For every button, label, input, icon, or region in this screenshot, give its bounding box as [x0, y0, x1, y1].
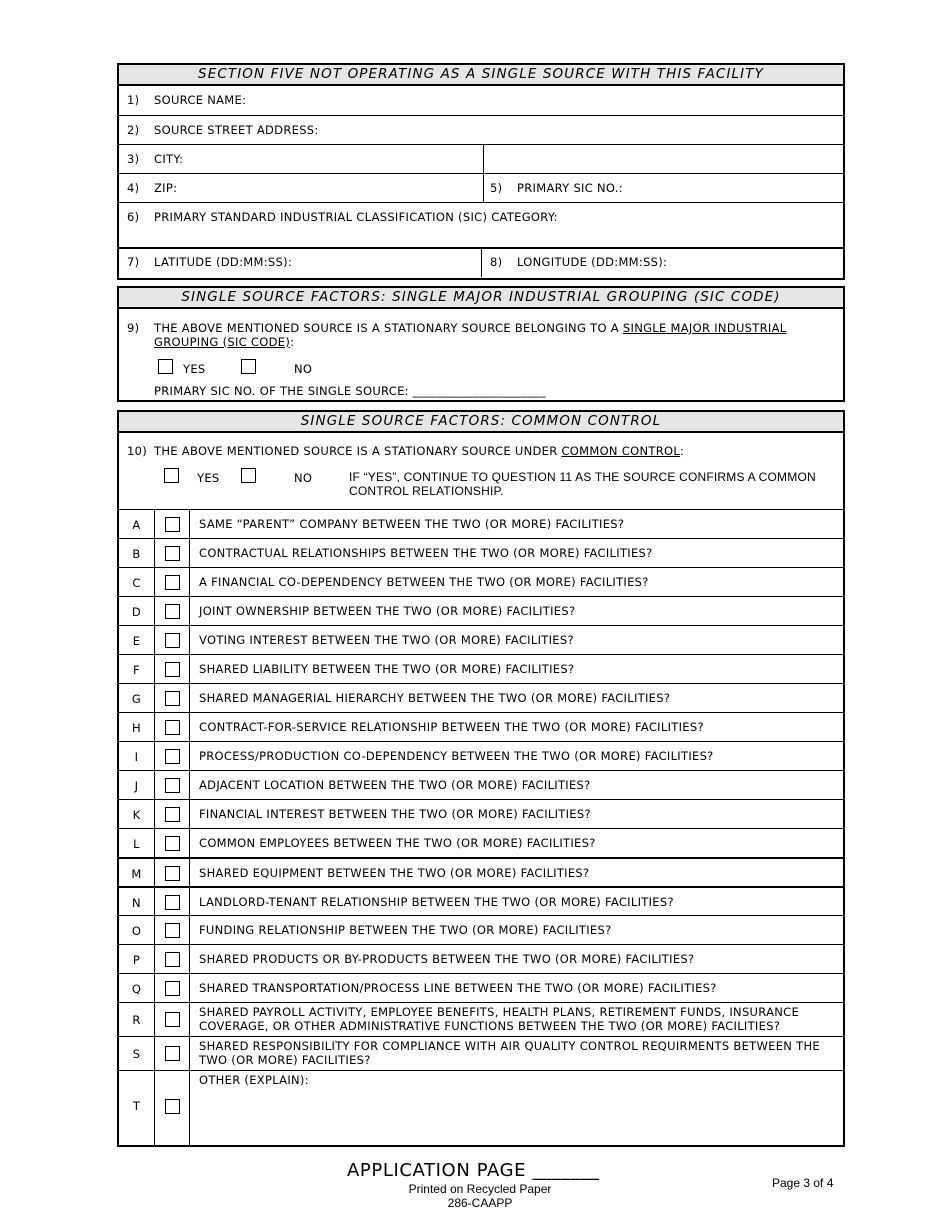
factor-row-f[interactable] — [119, 654, 843, 683]
factor-checkbox-i[interactable] — [165, 749, 180, 764]
source-street-row[interactable] — [119, 115, 843, 144]
column-divider — [154, 568, 155, 596]
factor-letter: Q — [131, 981, 142, 996]
column-divider — [154, 742, 155, 770]
factor-question: SHARED PAYROLL ACTIVITY, EMPLOYEE BENEFITS, HEALTH PLANS, RETIREMENT FUNDS, INSURANCE COVERAGE, OR OTHER ADMINISTRATIVE FUNCTIONS BETWEEN THE TWO (OR MORE) FACILITIES? — [199, 1005, 800, 1033]
common-control-question — [119, 433, 843, 509]
sic-section-title: SINGLE SOURCE FACTORS: SINGLE MAJOR INDUSTRIAL GROUPING (SIC CODE) — [119, 288, 843, 309]
column-divider — [154, 655, 155, 683]
factor-row-d[interactable] — [119, 596, 843, 625]
factor-question: JOINT OWNERSHIP BETWEEN THE TWO (OR MORE) FACILITIES? — [199, 604, 576, 618]
factor-question: SHARED PRODUCTS OR BY-PRODUCTS BETWEEN THE TWO (OR MORE) FACILITIES? — [199, 952, 695, 966]
sic-underlined-2: GROUPING (SIC CODE) — [154, 335, 291, 349]
factor-list — [119, 509, 843, 1145]
column-divider — [154, 539, 155, 567]
application-page-title: APPLICATION PAGE _______ — [347, 1160, 600, 1181]
factor-row-a[interactable] — [119, 509, 843, 538]
control-yes-label: YES — [197, 471, 220, 485]
column-divider — [189, 974, 190, 1002]
column-divider — [154, 510, 155, 538]
column-divider — [189, 1003, 190, 1036]
primary-sic-label: PRIMARY SIC NO.: — [517, 181, 623, 195]
city-label: CITY: — [154, 152, 184, 166]
factor-letter: M — [131, 866, 142, 881]
factor-letter: P — [132, 952, 141, 967]
sic-yes-checkbox[interactable] — [158, 359, 173, 374]
primary-sic-single-source[interactable]: PRIMARY SIC NO. OF THE SINGLE SOURCE: ______________________ — [154, 384, 546, 398]
city-row[interactable] — [119, 144, 843, 173]
factor-checkbox-k[interactable] — [165, 807, 180, 822]
factor-question: CONTRACTUAL RELATIONSHIPS BETWEEN THE TWO (OR MORE) FACILITIES? — [199, 546, 653, 560]
column-divider — [154, 1071, 155, 1145]
control-question-text — [154, 444, 684, 458]
column-divider — [481, 249, 482, 277]
column-divider — [189, 771, 190, 799]
column-divider — [189, 888, 190, 915]
column-divider — [483, 145, 484, 173]
column-divider — [189, 539, 190, 567]
column-divider — [189, 859, 190, 886]
common-control-title: SINGLE SOURCE FACTORS: COMMON CONTROL — [119, 412, 843, 433]
field-num: 7) — [127, 255, 140, 269]
column-divider — [189, 713, 190, 741]
sic-question — [119, 309, 843, 399]
column-divider — [189, 626, 190, 654]
zip-row[interactable] — [119, 173, 843, 202]
factor-question: CONTRACT-FOR-SERVICE RELATIONSHIP BETWEEN THE TWO (OR MORE) FACILITIES? — [199, 720, 704, 734]
factor-question: SHARED RESPONSIBILITY FOR COMPLIANCE WITH AIR QUALITY CONTROL REQUIRMENTS BETWEEN THE TWO (OR MORE) FACILITIES? — [199, 1039, 820, 1067]
factor-question: SHARED MANAGERIAL HIERARCHY BETWEEN THE TWO (OR MORE) FACILITIES? — [199, 691, 671, 705]
column-divider — [154, 771, 155, 799]
section-five — [117, 63, 845, 280]
factor-letter: O — [131, 923, 142, 938]
factor-question: SHARED EQUIPMENT BETWEEN THE TWO (OR MORE) FACILITIES? — [199, 866, 590, 880]
source-name-row[interactable] — [119, 86, 843, 115]
factor-checkbox-h[interactable] — [165, 720, 180, 735]
column-divider — [154, 888, 155, 915]
column-divider — [189, 742, 190, 770]
column-divider — [154, 916, 155, 944]
column-divider — [154, 713, 155, 741]
column-divider — [154, 1003, 155, 1036]
control-question-lead: THE ABOVE MENTIONED SOURCE IS A STATIONARY SOURCE UNDER — [154, 444, 558, 458]
factor-row-s[interactable] — [119, 1036, 843, 1070]
factor-checkbox-r[interactable] — [165, 1012, 180, 1027]
sic-no-checkbox[interactable] — [241, 359, 256, 374]
factor-row-o[interactable] — [119, 915, 843, 944]
factor-row-r[interactable] — [119, 1002, 843, 1036]
factor-row-i[interactable] — [119, 741, 843, 770]
column-divider — [154, 829, 155, 857]
common-control-section — [117, 410, 845, 1147]
printed-note: Printed on Recycled Paper — [408, 1182, 552, 1196]
factor-checkbox-b[interactable] — [165, 546, 180, 561]
column-divider — [189, 597, 190, 625]
factor-checkbox-m[interactable] — [165, 866, 180, 881]
control-note: IF “YES”, CONTINUE TO QUESTION 11 AS THE SOURCE CONFIRMS A COMMON CONTROL RELATIONSHIP. — [349, 470, 816, 498]
factor-checkbox-g[interactable] — [165, 691, 180, 706]
factor-letter: D — [131, 604, 142, 619]
column-divider — [189, 655, 190, 683]
sic-underlined-1: SINGLE MAJOR INDUSTRIAL — [622, 321, 787, 335]
factor-question: COMMON EMPLOYEES BETWEEN THE TWO (OR MORE) FACILITIES? — [199, 836, 596, 850]
factor-letter: R — [132, 1013, 141, 1027]
factor-checkbox-n[interactable] — [165, 895, 180, 910]
column-divider — [483, 174, 484, 202]
field-num: 4) — [127, 181, 140, 195]
column-divider — [154, 597, 155, 625]
field-num: 5) — [490, 181, 503, 195]
column-divider — [189, 800, 190, 828]
factor-checkbox-q[interactable] — [165, 981, 180, 996]
factor-letter: H — [132, 720, 141, 735]
factor-letter: B — [132, 546, 141, 561]
factor-question: VOTING INTEREST BETWEEN THE TWO (OR MORE) FACILITIES? — [199, 633, 574, 647]
sic-no-label: NO — [294, 362, 313, 376]
factor-letter: L — [133, 836, 140, 851]
longitude-label: LONGITUDE (DD:MM:SS): — [517, 255, 668, 269]
factor-letter: I — [134, 749, 139, 764]
factor-question: A FINANCIAL CO-DEPENDENCY BETWEEN THE TWO (OR MORE) FACILITIES? — [199, 575, 649, 589]
factor-row-k[interactable] — [119, 799, 843, 828]
control-no-label: NO — [294, 471, 313, 485]
sic-category-label: PRIMARY STANDARD INDUSTRIAL CLASSIFICATION (SIC) CATEGORY: — [154, 210, 558, 224]
source-name-label: SOURCE NAME: — [154, 93, 247, 107]
field-num: 3) — [127, 152, 140, 166]
factor-checkbox-a[interactable] — [165, 517, 180, 532]
factor-question: FINANCIAL INTEREST BETWEEN THE TWO (OR MORE) FACILITIES? — [199, 807, 591, 821]
factor-letter: C — [132, 575, 141, 590]
factor-row-g[interactable] — [119, 683, 843, 712]
factor-checkbox-c[interactable] — [165, 575, 180, 590]
sic-question-lead: THE ABOVE MENTIONED SOURCE IS A STATIONARY SOURCE BELONGING TO A — [154, 321, 619, 335]
factor-row-h[interactable] — [119, 712, 843, 741]
factor-letter: A — [132, 517, 141, 532]
column-divider — [154, 859, 155, 886]
factor-row-c[interactable] — [119, 567, 843, 596]
column-divider — [154, 800, 155, 828]
factor-letter: T — [132, 1099, 141, 1113]
factor-checkbox-p[interactable] — [165, 952, 180, 967]
factor-letter: E — [132, 633, 141, 648]
column-divider — [189, 568, 190, 596]
latitude-label: LATITUDE (DD:MM:SS): — [154, 255, 293, 269]
factor-checkbox-o[interactable] — [165, 923, 180, 938]
factor-question: SHARED LIABILITY BETWEEN THE TWO (OR MORE) FACILITIES? — [199, 662, 575, 676]
factor-checkbox-f[interactable] — [165, 662, 180, 677]
factor-letter: J — [134, 778, 139, 793]
form-number: 286-CAAPP — [447, 1196, 513, 1210]
column-divider — [189, 1071, 190, 1145]
question-num: 10) — [127, 444, 148, 458]
factor-checkbox-e[interactable] — [165, 633, 180, 648]
factor-letter: S — [132, 1047, 141, 1061]
factor-row-q[interactable] — [119, 973, 843, 1002]
sic-category-row[interactable] — [119, 202, 843, 247]
control-yes-checkbox[interactable] — [164, 468, 179, 483]
factor-question: ADJACENT LOCATION BETWEEN THE TWO (OR MORE) FACILITIES? — [199, 778, 591, 792]
factor-checkbox-d[interactable] — [165, 604, 180, 619]
factor-letter: K — [132, 807, 141, 822]
column-divider — [154, 626, 155, 654]
column-divider — [154, 684, 155, 712]
column-divider — [154, 945, 155, 973]
factor-question: LANDLORD-TENANT RELATIONSHIP BETWEEN THE TWO (OR MORE) FACILITIES? — [199, 895, 674, 909]
factor-row-m[interactable] — [119, 857, 843, 886]
factor-row-j[interactable] — [119, 770, 843, 799]
factor-row-p[interactable] — [119, 944, 843, 973]
factor-row-b[interactable] — [119, 538, 843, 567]
field-num: 8) — [490, 255, 503, 269]
factor-question: SHARED TRANSPORTATION/PROCESS LINE BETWEEN THE TWO (OR MORE) FACILITIES? — [199, 981, 717, 995]
lat-long-row[interactable] — [119, 247, 843, 277]
control-no-checkbox[interactable] — [241, 468, 256, 483]
section-five-title: SECTION FIVE NOT OPERATING AS A SINGLE SOURCE WITH THIS FACILITY — [119, 65, 843, 86]
control-underlined: COMMON CONTROL — [561, 444, 681, 458]
column-divider — [189, 829, 190, 857]
factor-checkbox-s[interactable] — [165, 1046, 180, 1061]
factor-question: OTHER (EXPLAIN): — [199, 1073, 309, 1087]
field-num: 2) — [127, 123, 140, 137]
column-divider — [189, 684, 190, 712]
factor-checkbox-j[interactable] — [165, 778, 180, 793]
column-divider — [189, 945, 190, 973]
question-num: 9) — [127, 321, 140, 335]
page-number: Page 3 of 4 — [772, 1176, 834, 1190]
sic-section — [117, 286, 845, 402]
factor-row-t[interactable] — [119, 1070, 843, 1145]
factor-letter: G — [131, 691, 142, 706]
column-divider — [189, 1037, 190, 1070]
factor-question: FUNDING RELATIONSHIP BETWEEN THE TWO (OR MORE) FACILITIES? — [199, 923, 612, 937]
factor-question: SAME “PARENT” COMPANY BETWEEN THE TWO (OR MORE) FACILITIES? — [199, 517, 625, 531]
factor-letter: F — [133, 662, 140, 677]
factor-letter: N — [132, 895, 141, 910]
factor-checkbox-t[interactable] — [165, 1099, 180, 1114]
column-divider — [154, 1037, 155, 1070]
sic-colon: : — [290, 335, 295, 349]
factor-row-n[interactable] — [119, 886, 843, 915]
factor-question: PROCESS/PRODUCTION CO-DEPENDENCY BETWEEN THE TWO (OR MORE) FACILITIES? — [199, 749, 714, 763]
column-divider — [189, 916, 190, 944]
sic-yes-label: YES — [183, 362, 206, 376]
zip-label: ZIP: — [154, 181, 178, 195]
control-colon: : — [680, 444, 685, 458]
column-divider — [154, 974, 155, 1002]
field-num: 1) — [127, 93, 140, 107]
column-divider — [189, 510, 190, 538]
factor-row-l[interactable] — [119, 828, 843, 857]
factor-row-e[interactable] — [119, 625, 843, 654]
factor-checkbox-l[interactable] — [165, 836, 180, 851]
field-num: 6) — [127, 210, 140, 224]
source-street-label: SOURCE STREET ADDRESS: — [154, 123, 319, 137]
sic-question-text — [154, 321, 786, 349]
